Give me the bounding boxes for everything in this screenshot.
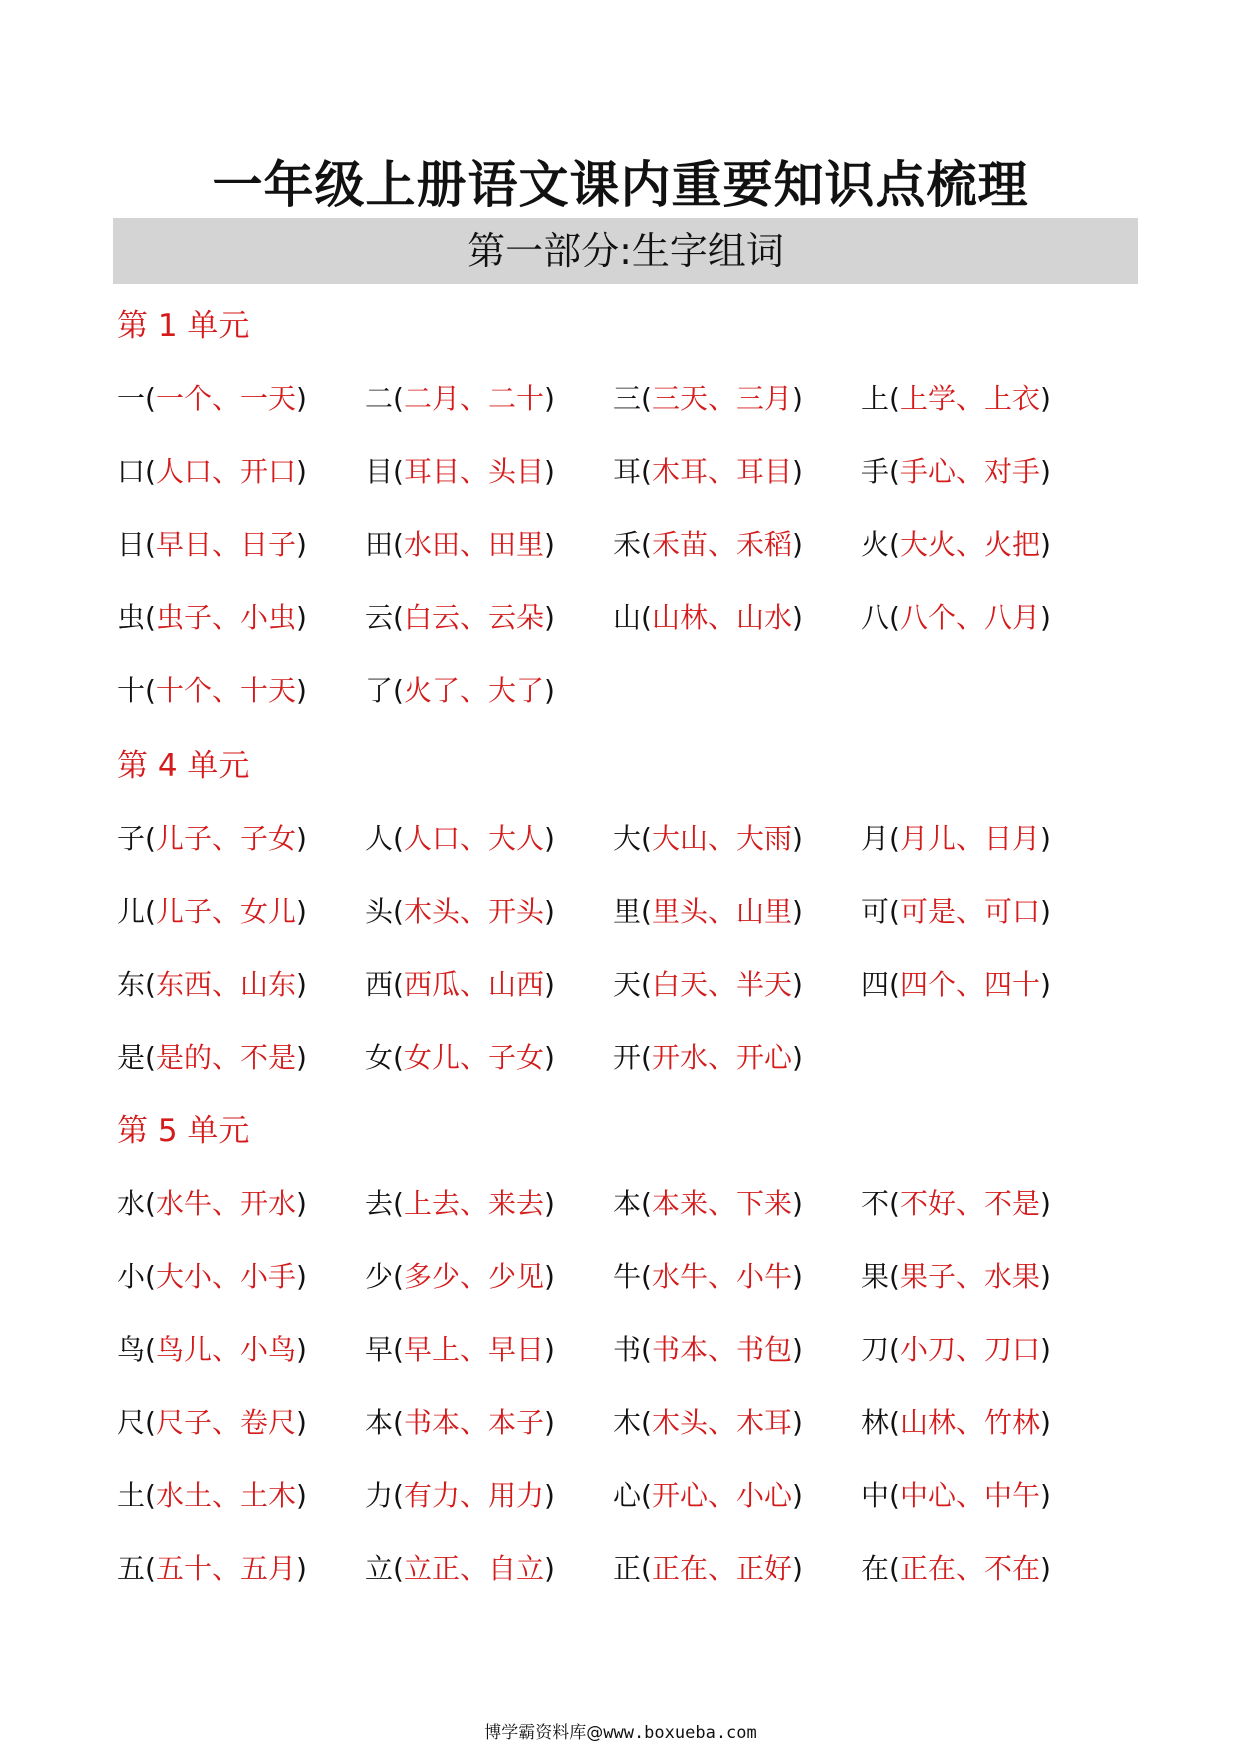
open-paren: (: [393, 822, 404, 855]
close-paren: ): [1039, 1406, 1051, 1439]
open-paren: (: [393, 968, 404, 1001]
character: 早: [365, 1333, 394, 1366]
close-paren: ): [791, 895, 803, 928]
vocab-entry: [613, 1549, 803, 1589]
word-combinations: 人口、大人: [403, 822, 544, 855]
character: 三: [613, 382, 642, 415]
word-combinations: 多少、少见: [403, 1260, 544, 1293]
vocab-entry: [613, 1403, 803, 1443]
close-paren: ): [543, 1333, 555, 1366]
vocab-entry: [117, 598, 307, 638]
character: 小: [117, 1260, 146, 1293]
open-paren: (: [641, 1479, 652, 1512]
vocab-entry: [117, 1403, 307, 1443]
word-combinations: 儿子、女儿: [155, 895, 296, 928]
character: 里: [613, 895, 642, 928]
character: 是: [117, 1041, 146, 1074]
open-paren: (: [393, 1552, 404, 1585]
vocab-entry: [365, 1038, 555, 1078]
vocab-entry: [861, 1403, 1051, 1443]
open-paren: (: [641, 1260, 652, 1293]
open-paren: (: [393, 1187, 404, 1220]
close-paren: ): [543, 1479, 555, 1512]
word-combinations: 立正、自立: [403, 1552, 544, 1585]
open-paren: (: [145, 1333, 156, 1366]
word-combinations: 小刀、刀口: [899, 1333, 1040, 1366]
vocab-entry: [117, 1330, 307, 1370]
vocab-entry: [613, 379, 803, 419]
character: 十: [117, 674, 146, 707]
word-combinations: 上去、来去: [403, 1187, 544, 1220]
open-paren: (: [393, 382, 404, 415]
character: 云: [365, 601, 394, 634]
close-paren: ): [295, 1041, 307, 1074]
open-paren: (: [393, 674, 404, 707]
word-combinations: 早上、早日: [403, 1333, 544, 1366]
close-paren: ): [1039, 968, 1051, 1001]
word-combinations: 开心、小心: [651, 1479, 792, 1512]
close-paren: ): [295, 1406, 307, 1439]
vocab-entry: [117, 1184, 307, 1224]
character: 鸟: [117, 1333, 146, 1366]
character: 手: [861, 455, 890, 488]
close-paren: ): [295, 1187, 307, 1220]
page-title: 一年级上册语文课内重要知识点梳理: [212, 156, 1029, 214]
close-paren: ): [543, 382, 555, 415]
word-combinations: 本来、下来: [651, 1187, 792, 1220]
character: 果: [861, 1260, 890, 1293]
word-combinations: 鸟儿、小鸟: [155, 1333, 296, 1366]
open-paren: (: [393, 1041, 404, 1074]
character: 水: [117, 1187, 146, 1220]
vocab-entry: [365, 1476, 555, 1516]
word-combinations: 月儿、日月: [899, 822, 1040, 855]
character: 二: [365, 382, 394, 415]
open-paren: (: [889, 1406, 900, 1439]
word-combinations: 大山、大雨: [651, 822, 792, 855]
vocab-entry: [613, 452, 803, 492]
character: 尺: [117, 1406, 146, 1439]
vocab-entry: [861, 598, 1051, 638]
close-paren: ): [791, 822, 803, 855]
character: 田: [365, 528, 394, 561]
character: 上: [861, 382, 890, 415]
character: 头: [365, 895, 394, 928]
open-paren: (: [889, 822, 900, 855]
close-paren: ): [543, 528, 555, 561]
open-paren: (: [145, 1479, 156, 1512]
close-paren: ): [791, 1479, 803, 1512]
vocab-entry: [365, 1257, 555, 1297]
footer-site-name: 博学霸资料库@: [484, 1723, 604, 1743]
character: 口: [117, 455, 146, 488]
character: 立: [365, 1552, 394, 1585]
close-paren: ): [1039, 1333, 1051, 1366]
vocab-entry: [117, 671, 307, 711]
character: 可: [861, 895, 890, 928]
close-paren: ): [1039, 895, 1051, 928]
word-combinations: 水土、土木: [155, 1479, 296, 1512]
word-combinations: 女儿、子女: [403, 1041, 544, 1074]
word-combinations: 有力、用力: [403, 1479, 544, 1512]
close-paren: ): [295, 455, 307, 488]
open-paren: (: [889, 528, 900, 561]
vocab-entry: [365, 452, 555, 492]
close-paren: ): [543, 601, 555, 634]
word-combinations: 八个、八月: [899, 601, 1040, 634]
open-paren: (: [145, 455, 156, 488]
character: 在: [861, 1552, 890, 1585]
close-paren: ): [295, 968, 307, 1001]
close-paren: ): [295, 674, 307, 707]
open-paren: (: [889, 455, 900, 488]
character: 心: [613, 1479, 642, 1512]
close-paren: ): [791, 1333, 803, 1366]
unit-title: 第 4 单元: [117, 748, 250, 784]
word-combinations: 是的、不是: [155, 1041, 296, 1074]
open-paren: (: [641, 1406, 652, 1439]
close-paren: ): [295, 1552, 307, 1585]
close-paren: ): [543, 1041, 555, 1074]
character: 少: [365, 1260, 394, 1293]
close-paren: ): [791, 968, 803, 1001]
word-combinations: 大小、小手: [155, 1260, 296, 1293]
open-paren: (: [145, 1041, 156, 1074]
word-combinations: 上学、上衣: [899, 382, 1040, 415]
word-combinations: 耳目、头目: [403, 455, 544, 488]
close-paren: ): [543, 1406, 555, 1439]
close-paren: ): [543, 1552, 555, 1585]
word-combinations: 水牛、小牛: [651, 1260, 792, 1293]
close-paren: ): [543, 895, 555, 928]
word-combinations: 中心、中午: [899, 1479, 1040, 1512]
character: 子: [117, 822, 146, 855]
open-paren: (: [145, 528, 156, 561]
unit-title: 第 1 单元: [117, 308, 250, 344]
character: 中: [861, 1479, 890, 1512]
character: 一: [117, 382, 146, 415]
word-combinations: 手心、对手: [899, 455, 1040, 488]
open-paren: (: [145, 895, 156, 928]
open-paren: (: [641, 1041, 652, 1074]
close-paren: ): [1039, 455, 1051, 488]
vocab-entry: [861, 452, 1051, 492]
vocab-entry: [861, 892, 1051, 932]
word-combinations: 尺子、卷尺: [155, 1406, 296, 1439]
character: 林: [861, 1406, 890, 1439]
character: 东: [117, 968, 146, 1001]
character: 去: [365, 1187, 394, 1220]
character: 目: [365, 455, 394, 488]
footer: [0, 1722, 1241, 1744]
character: 不: [861, 1187, 890, 1220]
vocab-entry: [613, 892, 803, 932]
vocab-entry: [117, 819, 307, 859]
close-paren: ): [295, 1479, 307, 1512]
character: 大: [613, 822, 642, 855]
close-paren: ): [1039, 1187, 1051, 1220]
close-paren: ): [295, 601, 307, 634]
word-combinations: 木头、木耳: [651, 1406, 792, 1439]
word-combinations: 书本、书包: [651, 1333, 792, 1366]
open-paren: (: [889, 601, 900, 634]
word-combinations: 木头、开头: [403, 895, 544, 928]
word-combinations: 十个、十天: [155, 674, 296, 707]
character: 木: [613, 1406, 642, 1439]
close-paren: ): [791, 1406, 803, 1439]
character: 火: [861, 528, 890, 561]
character: 女: [365, 1041, 394, 1074]
open-paren: (: [641, 382, 652, 415]
word-combinations: 人口、开口: [155, 455, 296, 488]
open-paren: (: [393, 1260, 404, 1293]
word-combinations: 白天、半天: [651, 968, 792, 1001]
close-paren: ): [791, 1041, 803, 1074]
character: 儿: [117, 895, 146, 928]
word-combinations: 山林、竹林: [899, 1406, 1040, 1439]
close-paren: ): [543, 968, 555, 1001]
vocab-entry: [365, 1330, 555, 1370]
vocab-entry: [861, 965, 1051, 1005]
vocab-entry: [613, 819, 803, 859]
character: 书: [613, 1333, 642, 1366]
word-combinations: 儿子、子女: [155, 822, 296, 855]
word-combinations: 不好、不是: [899, 1187, 1040, 1220]
open-paren: (: [145, 1552, 156, 1585]
close-paren: ): [295, 1333, 307, 1366]
vocab-entry: [613, 1330, 803, 1370]
vocab-entry: [117, 1257, 307, 1297]
footer-url: www.boxueba.com: [603, 1723, 757, 1743]
vocab-entry: [861, 1549, 1051, 1589]
vocab-entry: [117, 1476, 307, 1516]
word-combinations: 二月、二十: [403, 382, 544, 415]
word-combinations: 正在、不在: [899, 1552, 1040, 1585]
character: 力: [365, 1479, 394, 1512]
vocab-entry: [365, 1403, 555, 1443]
close-paren: ): [543, 822, 555, 855]
word-combinations: 三天、三月: [651, 382, 792, 415]
open-paren: (: [393, 528, 404, 561]
close-paren: ): [543, 674, 555, 707]
character: 开: [613, 1041, 642, 1074]
character: 人: [365, 822, 394, 855]
open-paren: (: [641, 1552, 652, 1585]
vocab-entry: [613, 598, 803, 638]
open-paren: (: [641, 968, 652, 1001]
unit-title: 第 5 单元: [117, 1113, 250, 1149]
open-paren: (: [393, 1479, 404, 1512]
word-combinations: 一个、一天: [155, 382, 296, 415]
word-combinations: 火了、大了: [403, 674, 544, 707]
close-paren: ): [295, 528, 307, 561]
word-combinations: 开水、开心: [651, 1041, 792, 1074]
word-combinations: 正在、正好: [651, 1552, 792, 1585]
open-paren: (: [889, 1333, 900, 1366]
vocab-entry: [861, 1184, 1051, 1224]
word-combinations: 东西、山东: [155, 968, 296, 1001]
character: 日: [117, 528, 146, 561]
vocab-entry: [365, 1184, 555, 1224]
word-combinations: 四个、四十: [899, 968, 1040, 1001]
word-combinations: 虫子、小虫: [155, 601, 296, 634]
character: 五: [117, 1552, 146, 1585]
vocab-entry: [613, 965, 803, 1005]
close-paren: ): [295, 382, 307, 415]
close-paren: ): [791, 1552, 803, 1585]
open-paren: (: [889, 382, 900, 415]
word-combinations: 果子、水果: [899, 1260, 1040, 1293]
open-paren: (: [145, 822, 156, 855]
character: 西: [365, 968, 394, 1001]
open-paren: (: [393, 601, 404, 634]
character: 本: [365, 1406, 394, 1439]
character: 八: [861, 601, 890, 634]
vocab-entry: [365, 671, 555, 711]
word-combinations: 水牛、开水: [155, 1187, 296, 1220]
word-combinations: 大火、火把: [899, 528, 1040, 561]
close-paren: ): [791, 382, 803, 415]
vocab-entry: [117, 965, 307, 1005]
close-paren: ): [1039, 1479, 1051, 1512]
vocab-entry: [861, 1330, 1051, 1370]
open-paren: (: [145, 382, 156, 415]
word-combinations: 西瓜、山西: [403, 968, 544, 1001]
word-combinations: 木耳、耳目: [651, 455, 792, 488]
open-paren: (: [393, 1406, 404, 1439]
vocab-entry: [365, 1549, 555, 1589]
open-paren: (: [393, 455, 404, 488]
close-paren: ): [1039, 601, 1051, 634]
open-paren: (: [145, 674, 156, 707]
vocab-entry: [613, 1476, 803, 1516]
open-paren: (: [145, 968, 156, 1001]
vocab-entry: [365, 892, 555, 932]
character: 本: [613, 1187, 642, 1220]
open-paren: (: [393, 895, 404, 928]
vocab-entry: [861, 1257, 1051, 1297]
vocab-entry: [613, 525, 803, 565]
close-paren: ): [1039, 822, 1051, 855]
vocab-entry: [365, 598, 555, 638]
open-paren: (: [145, 1187, 156, 1220]
close-paren: ): [1039, 382, 1051, 415]
open-paren: (: [641, 601, 652, 634]
vocab-entry: [861, 379, 1051, 419]
close-paren: ): [1039, 1260, 1051, 1293]
vocab-entry: [117, 1038, 307, 1078]
character: 禾: [613, 528, 642, 561]
character: 了: [365, 674, 394, 707]
character: 正: [613, 1552, 642, 1585]
vocab-entry: [365, 965, 555, 1005]
character: 耳: [613, 455, 642, 488]
vocab-entry: [861, 819, 1051, 859]
close-paren: ): [543, 455, 555, 488]
open-paren: (: [889, 1260, 900, 1293]
open-paren: (: [889, 1479, 900, 1512]
open-paren: (: [145, 1260, 156, 1293]
character: 山: [613, 601, 642, 634]
vocab-entry: [613, 1184, 803, 1224]
close-paren: ): [791, 455, 803, 488]
word-combinations: 山林、山水: [651, 601, 792, 634]
close-paren: ): [1039, 1552, 1051, 1585]
open-paren: (: [641, 822, 652, 855]
word-combinations: 白云、云朵: [403, 601, 544, 634]
vocab-entry: [117, 892, 307, 932]
open-paren: (: [641, 1187, 652, 1220]
word-combinations: 早日、日子: [155, 528, 296, 561]
character: 牛: [613, 1260, 642, 1293]
close-paren: ): [295, 895, 307, 928]
open-paren: (: [889, 1552, 900, 1585]
word-combinations: 里头、山里: [651, 895, 792, 928]
word-combinations: 书本、本子: [403, 1406, 544, 1439]
section-heading: 第一部分:生字组词: [113, 218, 1138, 284]
close-paren: ): [295, 822, 307, 855]
open-paren: (: [641, 1333, 652, 1366]
character: 土: [117, 1479, 146, 1512]
open-paren: (: [145, 1406, 156, 1439]
character: 虫: [117, 601, 146, 634]
open-paren: (: [641, 455, 652, 488]
vocab-entry: [365, 819, 555, 859]
vocab-entry: [117, 525, 307, 565]
word-combinations: 禾苗、禾稻: [651, 528, 792, 561]
close-paren: ): [543, 1187, 555, 1220]
character: 刀: [861, 1333, 890, 1366]
close-paren: ): [791, 1187, 803, 1220]
close-paren: ): [791, 601, 803, 634]
word-combinations: 水田、田里: [403, 528, 544, 561]
close-paren: ): [543, 1260, 555, 1293]
open-paren: (: [889, 968, 900, 1001]
character: 四: [861, 968, 890, 1001]
vocab-entry: [365, 379, 555, 419]
open-paren: (: [889, 1187, 900, 1220]
vocab-entry: [117, 379, 307, 419]
vocab-entry: [117, 452, 307, 492]
character: 月: [861, 822, 890, 855]
vocab-entry: [613, 1038, 803, 1078]
close-paren: ): [791, 1260, 803, 1293]
vocab-entry: [861, 525, 1051, 565]
vocab-entry: [365, 525, 555, 565]
open-paren: (: [889, 895, 900, 928]
character: 天: [613, 968, 642, 1001]
word-combinations: 可是、可口: [899, 895, 1040, 928]
open-paren: (: [393, 1333, 404, 1366]
close-paren: ): [791, 528, 803, 561]
open-paren: (: [641, 528, 652, 561]
close-paren: ): [1039, 528, 1051, 561]
open-paren: (: [641, 895, 652, 928]
vocab-entry: [613, 1257, 803, 1297]
vocab-entry: [861, 1476, 1051, 1516]
open-paren: (: [145, 601, 156, 634]
word-combinations: 五十、五月: [155, 1552, 296, 1585]
vocab-entry: [117, 1549, 307, 1589]
close-paren: ): [295, 1260, 307, 1293]
